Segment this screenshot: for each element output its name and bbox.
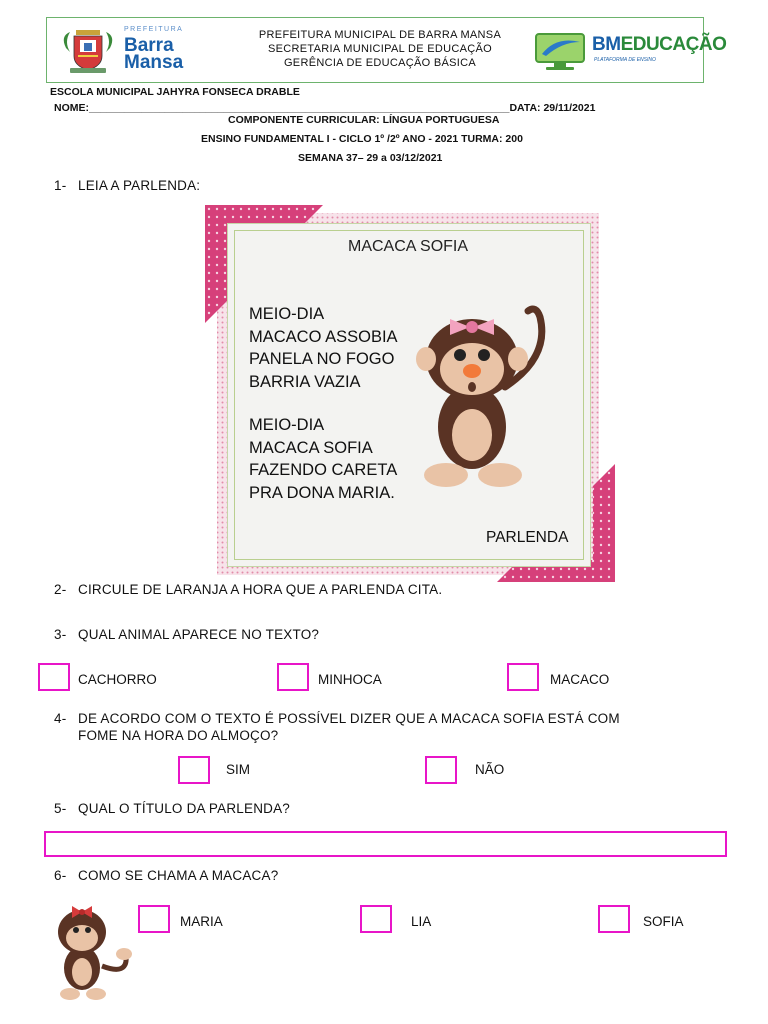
bm-logo-text (592, 34, 726, 56)
poem-line: MACACA SOFIA (249, 438, 373, 457)
option-minhoca: MINHOCA (318, 672, 382, 687)
poem-line: PRA DONA MARIA. (249, 483, 395, 502)
logo-prefeitura-label: PREFEITURA (124, 26, 184, 33)
question-6-number: 6- (54, 868, 67, 883)
checkbox-minhoca[interactable] (277, 663, 309, 691)
subject-line: COMPONENTE CURRICULAR: LÍNGUA PORTUGUESA (228, 114, 500, 126)
option-sim: SIM (226, 762, 251, 777)
question-2 (54, 582, 442, 597)
question-5-number: 5- (54, 801, 67, 816)
grade-line: ENSINO FUNDAMENTAL I - CICLO 1º /2º ANO - 2021 TURMA: 200 (201, 133, 523, 145)
question-6-text: COMO SE CHAMA A MACACA? (78, 868, 279, 883)
question-3-text: QUAL ANIMAL APARECE NO TEXTO? (78, 627, 320, 642)
option-macaco: MACACO (550, 672, 610, 687)
checkbox-macaco[interactable] (507, 663, 539, 691)
poem-line: MACACO ASSOBIA (249, 327, 398, 346)
question-5-text: QUAL O TÍTULO DA PARLENDA? (78, 801, 291, 816)
poem-card (205, 205, 615, 582)
question-1-number: 1- (54, 178, 67, 193)
checkbox-lia[interactable] (360, 905, 392, 933)
poem-text (249, 303, 398, 504)
question-4-number: 4- (54, 711, 67, 726)
poem-source: PARLENDA (486, 529, 569, 546)
checkbox-sofia[interactable] (598, 905, 630, 933)
question-6 (54, 868, 278, 883)
option-sofia: SOFIA (643, 914, 684, 929)
logo-city-line1: Barra (124, 35, 174, 56)
question-4-text-line1: DE ACORDO COM O TEXTO É POSSÍVEL DIZER QUE A MACACA SOFIA ESTÁ COM (78, 711, 620, 726)
poem-line: MEIO-DIA (249, 305, 325, 323)
question-2-text: CIRCULE DE LARANJA A HORA QUE A PARLENDA CITA. (78, 582, 443, 597)
question-1 (54, 178, 200, 193)
poem-line: FAZENDO CARETA (249, 461, 398, 479)
header-title-block (180, 28, 580, 70)
question-4 (54, 711, 620, 726)
poem-line: BARRIA VAZIA (249, 372, 361, 391)
question-2-number: 2- (54, 582, 67, 597)
city-crest-icon (58, 26, 118, 76)
logo-city-line2: Mansa (124, 52, 184, 73)
monitor-icon (532, 30, 590, 72)
small-monkey-icon (40, 896, 134, 1002)
option-maria: MARIA (180, 914, 223, 929)
bm-subtitle: PLATAFORMA DE ENSINO (594, 57, 656, 63)
header-line-3: GERÊNCIA DE EDUCAÇÃO BÁSICA (283, 57, 477, 69)
question-3-number: 3- (54, 627, 67, 642)
answer-field-title[interactable] (44, 831, 727, 857)
poem-line: PANELA NO FOGO (249, 350, 395, 368)
poem-title: MACACA SOFIA (348, 238, 469, 255)
header-line-2: SECRETARIA MUNICIPAL DE EDUCAÇÃO (268, 43, 492, 55)
bm-word: EDUCAÇÃO (620, 34, 727, 55)
bm-educacao-logo (532, 28, 727, 76)
question-4-text-line2: FOME NA HORA DO ALMOÇO? (78, 728, 279, 743)
bm-prefix: BM (592, 34, 621, 55)
question-5 (54, 801, 290, 816)
poem-line: MEIO-DIA (249, 416, 325, 434)
name-date-line: NOME:________________________________________________________________________DATA: 29/11/2021 (54, 102, 596, 114)
checkbox-maria[interactable] (138, 905, 170, 933)
question-3 (54, 627, 319, 642)
option-nao: NÃO (475, 762, 505, 777)
option-cachorro: CACHORRO (78, 672, 157, 687)
monkey-icon (410, 297, 560, 497)
header-line-1: PREFEITURA MUNICIPAL DE BARRA MANSA (258, 29, 502, 41)
option-lia: LIA (411, 914, 432, 929)
checkbox-cachorro[interactable] (38, 663, 70, 691)
checkbox-sim[interactable] (178, 756, 210, 784)
week-line: SEMANA 37– 29 a 03/12/2021 (298, 152, 443, 164)
school-name: ESCOLA MUNICIPAL JAHYRA FONSECA DRABLE (50, 86, 300, 98)
question-1-text: LEIA A PARLENDA: (78, 178, 201, 193)
checkbox-nao[interactable] (425, 756, 457, 784)
logo-city-name (124, 37, 183, 71)
